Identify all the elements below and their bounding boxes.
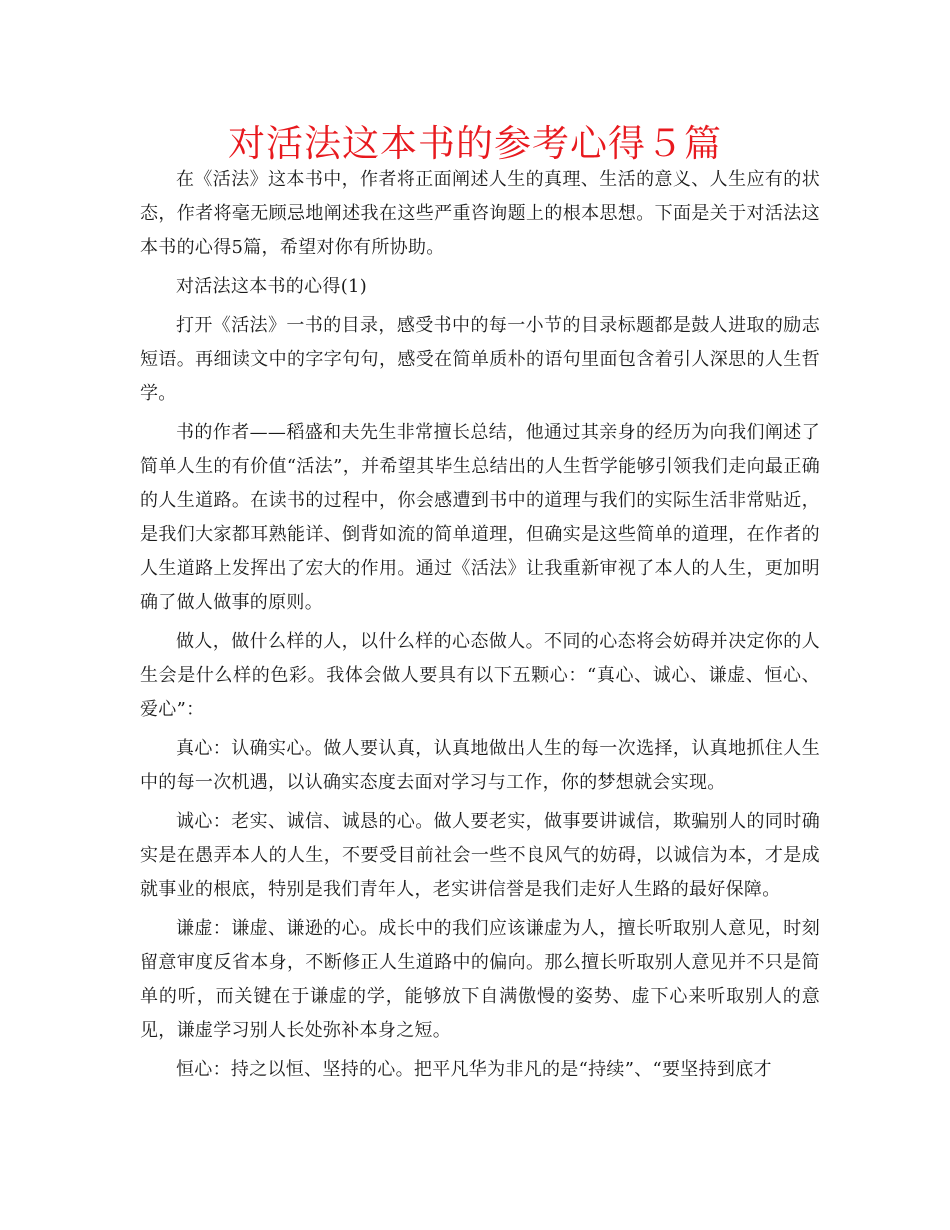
body-paragraph: 恒心：持之以恒、坚持的心。把平凡华为非凡的是“持续”、“要坚持到底才 xyxy=(176,1059,772,1080)
document-body xyxy=(140,163,820,1092)
body-paragraph: 做人，做什么样的人，以什么样的心态做人。不同的心态将会妨碍并决定你的人生会是什么样的色彩。我体会做人要具有以下五颗心：“真心、诚心、谦虚、恒心、爱心”： xyxy=(140,631,820,720)
body-paragraph: 真心：认确实心。做人要认真，认真地做出人生的每一次选择，认真地抓住人生中的每一次机遇，以认确实态度去面对学习与工作，你的梦想就会实现。 xyxy=(140,738,820,793)
intro-paragraph: 在《活法》这本书中，作者将正面阐述人生的真理、生活的意义、人生应有的状态，作者将毫无顾忌地阐述我在这些严重咨询题上的根本思想。下面是关于对活法这本书的心得5篇，希望对你有所协助。 xyxy=(140,169,820,258)
section-heading: 对活法这本书的心得(1) xyxy=(176,276,368,297)
body-paragraph: 书的作者——稻盛和夫先生非常擅长总结，他通过其亲身的经历为向我们阐述了简单人生的有价值“活法”，并希望其毕生总结出的人生哲学能够引领我们走向最正确的人生道路。在读书的过程中，你会感遭到书中的道理与我们的实际生活非常贴近，是我们大家都耳熟能详、倒背如流的简单道理，但确实是这些简单的道理，在作者的人生道路上发挥出了宏大的作用。通过《活法》让我重新审视了本人的人生，更加明确了做人做事的原则。 xyxy=(140,422,820,613)
body-paragraph: 打开《活法》一书的目录，感受书中的每一小节的目录标题都是鼓人进取的励志短语。再细读文中的字字句句，感受在简单质朴的语句里面包含着引人深思的人生哲学。 xyxy=(140,315,820,404)
body-paragraph: 谦虚：谦虚、谦逊的心。成长中的我们应该谦虚为人，擅长听取别人意见，时刻留意审度反省本身，不断修正人生道路中的偏向。那么擅长听取别人意见并不只是简单的听，而关键在于谦虚的学，能够放下自满傲慢的姿势、虚下心来听取别人的意见，谦虚学习别人长处弥补本身之短。 xyxy=(140,918,820,1041)
document-title: 对活法这本书的参考心得５篇 xyxy=(228,122,722,165)
body-paragraph: 诚心：老实、诚信、诚恳的心。做人要老实，做事要讲诚信，欺骗别人的同时确实是在愚弄本人的人生，不要受目前社会一些不良风气的妨碍，以诚信为本，才是成就事业的根底，特别是我们青年人，老实讲信誉是我们走好人生路的最好保障。 xyxy=(140,811,820,900)
